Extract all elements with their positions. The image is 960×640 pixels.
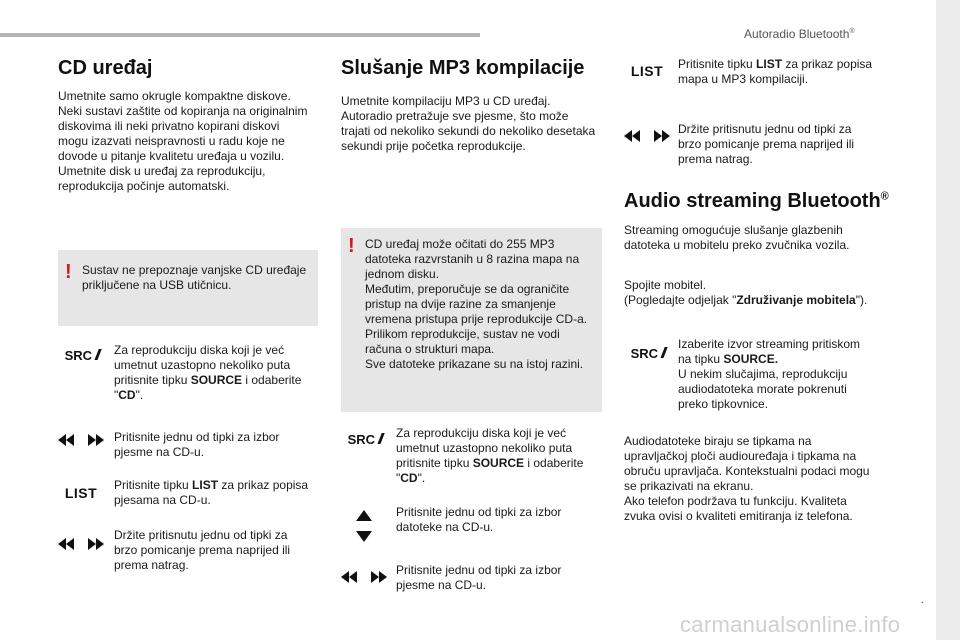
fast-seek-buttons-icon (624, 128, 670, 144)
mp3-warning: ! CD uređaj može očitati do 255 MP3 datoteka razvrstanih u 8 razina mapa na jednom disku. Međutim, preporučuje se da ograničite pristup na dvije razine za smanjenje vremena pristupa prije reprodukcije CD-a. Prilikom reprodukcije, sustav ne vodi računa o strukturi mapa. Sve datoteke prikazane su na istoj razini. (341, 228, 602, 412)
src-button-icon: SRC // (64, 346, 98, 364)
bt-connect: Spojite mobitel. (Pogledajte odjeljak "Združivanje mobitela"). (624, 278, 868, 307)
warning-icon: ! (65, 261, 72, 283)
header-title: Autoradio Bluetooth® (744, 27, 855, 41)
mp3-item-source: Za reprodukciju diska koji je već umetnut uzastopno nekoliko puta pritisnite tipku SOURCE i odaberite "CD". (396, 426, 584, 485)
seek-buttons-icon (58, 432, 104, 448)
seek-buttons-icon (341, 569, 387, 585)
bt-item-source: Izaberite izvor streaming pritiskom na tipku SOURCE. U nekim slučajima, reprodukciju audiodatoteka morate pokrenuti preko tipkovnice. (678, 337, 861, 411)
section-title-mp3: Slušanje MP3 kompilacije (341, 57, 585, 79)
list-button-icon: LIST (64, 485, 98, 501)
mp3-item-select-track: Pritisnite jednu od tipki za izbor pjesme na CD-u. (396, 563, 562, 592)
cd-item-list: Pritisnite tipku LIST za prikaz popisa pjesama na CD-u. (114, 478, 309, 507)
section-title-cd: CD uređaj (58, 57, 153, 79)
up-down-buttons-icon (354, 510, 374, 542)
section-title-bt-streaming: Audio streaming Bluetooth® (624, 190, 889, 212)
cd-item-fast-seek: Držite pritisnutu jednu od tipki za brzo pomicanje prema naprijed ili prema natrag. (114, 528, 291, 572)
bt-outro: Audiodatoteke biraju se tipkama na upravljačkoj ploči audiouređaja i tipkama na obruču upravljača. Kontekstualni podaci mogu se prikazivati na ekranu. Ako telefon podržava tu funkciju. Kvaliteta zvuka ovisi o kvaliteti emitiranja iz telefona. (624, 434, 870, 523)
src-button-icon: SRC // (347, 430, 381, 448)
mp3-intro: Umetnite kompilaciju MP3 u CD uređaj. Autoradio pretražuje sve pjesme, što može trajati od nekoliko sekundi do nekoliko desetaka sekundi prije početka reprodukcije. (341, 94, 596, 153)
mp3-item-select-file: Pritisnite jednu od tipki za izbor datoteke na CD-u. (396, 505, 562, 534)
cd-item-source: Za reprodukciju diska koji je već umetnut uzastopno nekoliko puta pritisnite tipku SOURCE i odaberite "CD". (114, 343, 302, 402)
cd-warning: ! Sustav ne prepoznaje vanjske CD uređaje priključene na USB utičnicu. (58, 250, 318, 326)
watermark: carmanualsonline.info (680, 612, 901, 637)
cd-item-select-track: Pritisnite jednu od tipki za izbor pjesme na CD-u. (114, 430, 280, 459)
top-rule (0, 33, 480, 37)
warning-icon: ! (348, 235, 355, 257)
fast-seek-buttons-icon (58, 536, 104, 552)
page-marker: . (920, 592, 924, 606)
sidebar-strip (936, 0, 960, 640)
list-button-icon: LIST (630, 63, 664, 79)
mp3-item-fast-seek: Držite pritisnutu jednu od tipki za brzo pomicanje prema naprijed ili prema natrag. (678, 122, 855, 166)
cd-intro: Umetnite samo okrugle kompaktne diskove. Neki sustavi zaštite od kopiranja na originalnim diskovima ili neki privatno kopirani diskovi mogu izazvati neispravnosti u radu koje ne dovode u pitanje kvalitetu uređaja u vozilu. Umetnite disk u uređaj za reprodukciju, reprodukcija počinje automatski. (58, 89, 308, 193)
bt-intro: Streaming omogućuje slušanje glazbenih datoteka u mobitelu preko zvučnika vozila. (624, 223, 850, 252)
src-button-icon: SRC // (630, 344, 664, 362)
mp3-item-list: Pritisnite tipku LIST za prikaz popisa mapa u MP3 kompilaciji. (678, 57, 873, 86)
